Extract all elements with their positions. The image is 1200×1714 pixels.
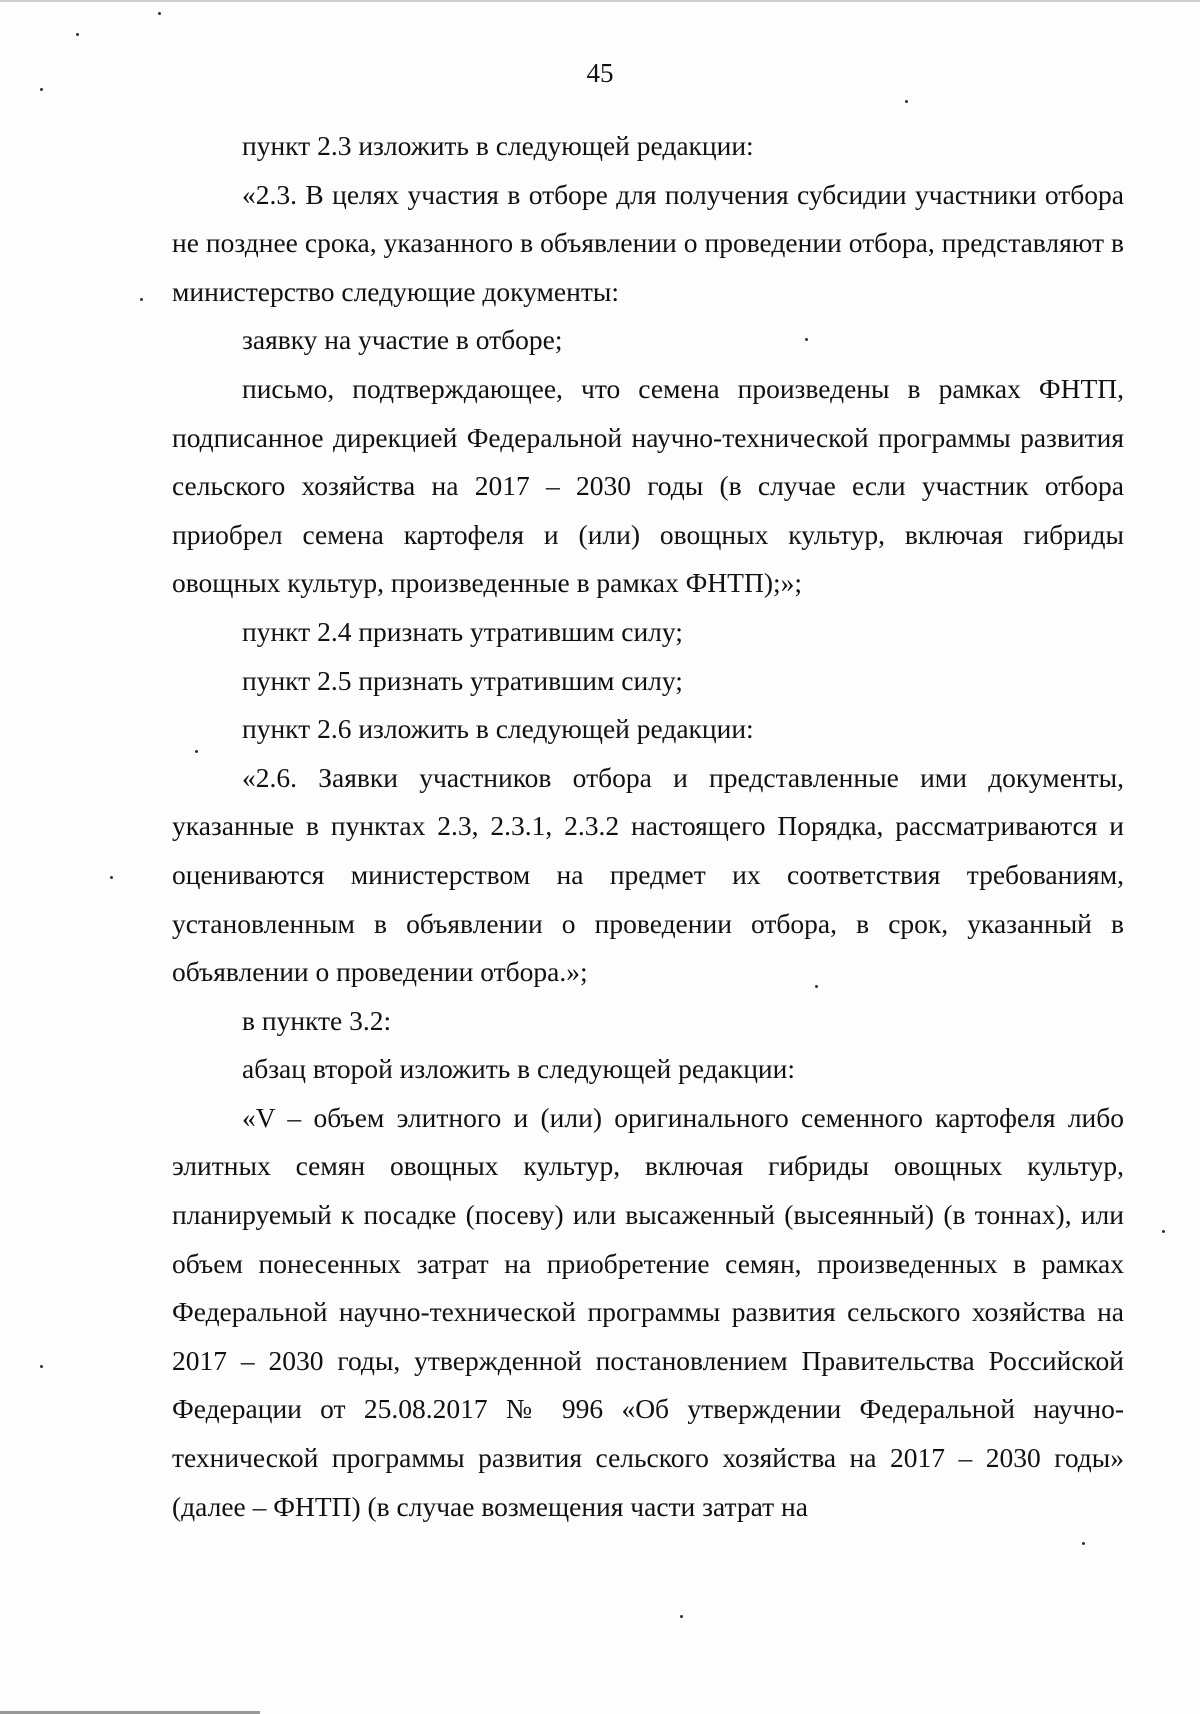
scan-speck: [140, 298, 143, 301]
paragraph: в пункте 3.2:: [242, 1004, 392, 1036]
paragraph: абзац второй изложить в следующей редакции:: [242, 1053, 796, 1085]
scan-speck: [805, 338, 808, 341]
scan-edge-top: [0, 0, 1200, 2]
paragraph: «V – объем элитного и (или) оригинального семенного картофеля либо элитных семян овощных культур, включая гибриды овощных культур, планируемый к посадке (посеву) или высаженный (высеянный) (в тоннах), или объем понесенных затрат на приобретение семян, произведенных в рамках Федеральной научно-технической программы развития сельского хозяйства на 2017 – 2030 годы, утвержденной постановлением Правительства Российской Федерации от 25.08.2017 № 996 «Об утверждении Федеральной научно-технической программы развития сельского хозяйства на 2017 – 2030 годы» (далее – ФНТП) (в случае возмещения части затрат на: [172, 1101, 1124, 1522]
paragraph: пункт 2.3 изложить в следующей редакции:: [242, 130, 754, 161]
paragraph: «2.3. В целях участия в отборе для получения субсидии участники отбора не позднее срока, указанного в объявлении о проведении отбора, представляют в министерство следующие документы:: [172, 178, 1124, 307]
scan-speck: [905, 100, 908, 103]
paragraph: пункт 2.5 признать утратившим силу;: [242, 664, 683, 696]
paragraph: «2.6. Заявки участников отбора и представленные ими документы, указанные в пунктах 2.3, 2.3.1, 2.3.2 настоящего Порядка, рассматриваются и оцениваются министерством на предмет их соответствия требованиям, установленным в объявлении о проведении отбора, в срок, указанный в объявлении о проведении отбора.»;: [172, 761, 1124, 988]
scan-speck: [40, 88, 43, 91]
document-body: [172, 122, 1124, 1531]
page-number: 45: [586, 58, 614, 88]
scan-speck: [110, 876, 113, 879]
paragraph: заявку на участие в отборе;: [242, 324, 563, 356]
scan-speck: [76, 33, 79, 36]
paragraph: пункт 2.4 признать утратившим силу;: [242, 615, 683, 647]
scan-speck: [1082, 1542, 1085, 1545]
scan-speck: [158, 12, 161, 15]
scan-speck: [1162, 1230, 1165, 1233]
paragraph: пункт 2.6 изложить в следующей редакции:: [242, 713, 754, 745]
scan-speck: [195, 750, 198, 753]
scan-speck: [680, 1615, 683, 1618]
scan-speck: [40, 1365, 43, 1368]
paragraph: письмо, подтверждающее, что семена произведены в рамках ФНТП, подписанное дирекцией Федеральной научно-технической программы развития сельского хозяйства на 2017 – 2030 годы (в случае если участник отбора приобрел семена картофеля и (или) овощных культур, включая гибриды овощных культур, произведенные в рамках ФНТП);»;: [172, 372, 1124, 599]
scan-speck: [815, 985, 818, 988]
